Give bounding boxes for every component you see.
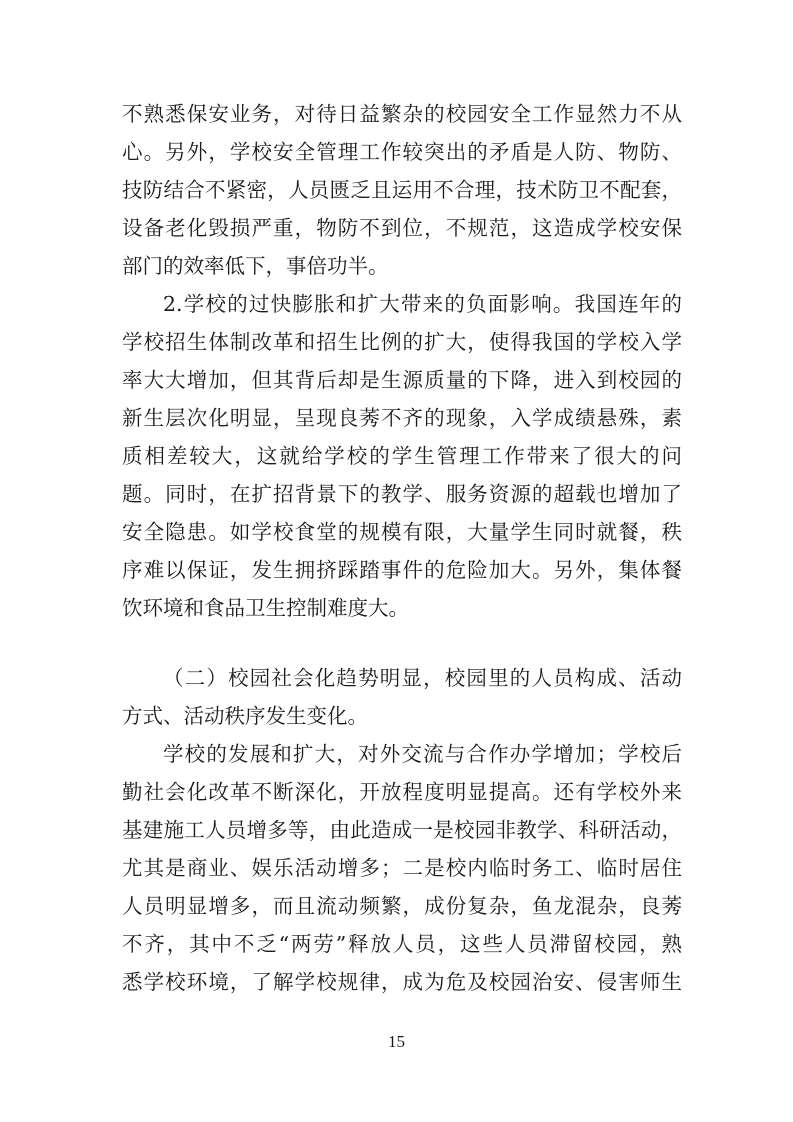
text-line: 部门的效率低下，事倍功半。 [122, 254, 389, 278]
text-line: 基建施工人员增多等，由此造成一是校园非教学、科研活动， [122, 818, 682, 842]
text-line: 不齐，其中不乏“两劳”释放人员，这些人员滞留校园，熟 [122, 932, 682, 956]
section-heading-line: 方式、活动秩序发生变化。 [122, 704, 368, 728]
text-line: 学校招生体制改革和招生比例的扩大，使得我国的学校入学 [122, 330, 682, 354]
text-line: 技防结合不紧密，人员匮乏且运用不合理，技术防卫不配套， [122, 178, 682, 202]
text-line: 人员明显增多，而且流动频繁，成份复杂，鱼龙混杂，良莠 [122, 894, 682, 918]
text-line: 不熟悉保安业务，对待日益繁杂的校园安全工作显然力不从 [122, 102, 682, 126]
text-line: 安全隐患。如学校食堂的规模有限，大量学生同时就餐，秩 [122, 520, 682, 544]
text-line: 尤其是商业、娱乐活动增多；二是校内临时务工、临时居住 [122, 856, 682, 880]
text-line: 新生层次化明显，呈现良莠不齐的现象，入学成绩悬殊，素 [122, 406, 682, 430]
text-line: 悉学校环境，了解学校规律，成为危及校园治安、侵害师生 [122, 970, 682, 994]
section-heading-line: （二）校园社会化趋势明显，校园里的人员构成、活动 [163, 666, 682, 690]
text-line: 设备老化毁损严重，物防不到位，不规范，这造成学校安保 [122, 216, 682, 240]
page-number: 15 [388, 1032, 405, 1051]
text-line: 饮环境和食品卫生控制难度大。 [122, 596, 409, 620]
text-line: 心。另外，学校安全管理工作较突出的矛盾是人防、物防、 [122, 140, 682, 164]
text-line: 勤社会化改革不断深化，开放程度明显提高。还有学校外来 [122, 780, 682, 804]
text-line: 题。同时，在扩招背景下的教学、服务资源的超载也增加了 [122, 482, 682, 506]
text-line: 序难以保证，发生拥挤踩踏事件的危险加大。另外，集体餐 [122, 558, 682, 582]
text-line: 率大大增加，但其背后却是生源质量的下降，进入到校园的 [122, 368, 682, 392]
text-line: 质相差较大，这就给学校的学生管理工作带来了很大的问 [122, 444, 682, 468]
text-line: 2.学校的过快膨胀和扩大带来的负面影响。我国连年的 [163, 292, 682, 316]
text-line: 学校的发展和扩大，对外交流与合作办学增加；学校后 [163, 742, 682, 766]
